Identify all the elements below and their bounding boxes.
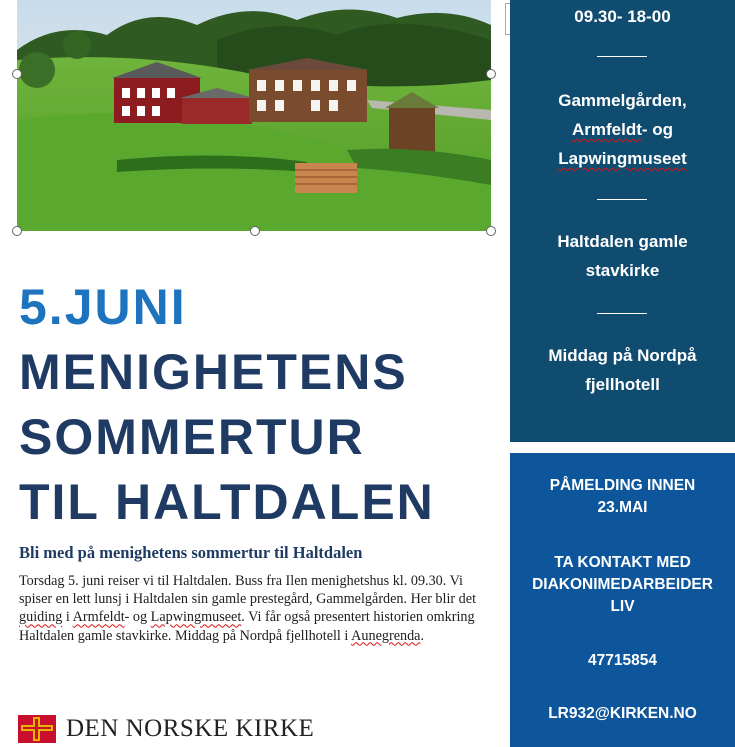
body-text-1: Torsdag 5. juni reiser vi til Haltdalen. Buss fra Ilen menighetshus kl. 09.30. Vi spiser en lett lunsj i Haltdalen sin gamle prestegård, Gammelgården. Her blir det [19, 573, 477, 608]
body-text-4: . Vi får også presentert historien omkring Haltdalen gamle stavkirke. Middag på Nordpå fjellhotell i [19, 609, 475, 644]
deadline-line-1: PÅMELDING INNEN [549, 477, 696, 494]
contact-line-2: DIAKONIMEDARBEIDER [532, 576, 713, 593]
contact-phone: 47715854 [588, 652, 657, 669]
program-item-1 [510, 86, 735, 173]
contact-person [510, 552, 735, 618]
deadline-line-2: 23.MAI [597, 499, 648, 516]
resize-handle-right[interactable] [486, 69, 496, 79]
body-text-5: . [420, 627, 425, 644]
spell-flag-aunegrenda: Aunegrenda [351, 627, 421, 644]
program-item-1-line-2 [510, 115, 735, 144]
headline-line-2: SOMMERTUR [19, 409, 365, 465]
spell-flag-guiding: guiding [19, 609, 63, 626]
resize-handle-bottom-right[interactable] [486, 226, 496, 236]
logo-text: DEN NORSKE KIRKE [66, 715, 315, 742]
body-text-3: - og [124, 609, 151, 626]
spell-flag-armfeldt-panel: Armfeldt [571, 120, 642, 139]
contact-panel [510, 453, 735, 747]
headline-line-1: MENIGHETENS [19, 344, 408, 400]
contact-email[interactable]: LR932@KIRKEN.NO [548, 705, 697, 722]
program-item-1-line-1: Gammelgården, [558, 91, 687, 110]
farm-illustration [17, 0, 491, 231]
church-cross-icon [18, 715, 56, 743]
church-logo [18, 714, 314, 744]
registration-deadline [510, 475, 735, 519]
contact-line-1: TA KONTAKT MED [554, 554, 691, 571]
divider [597, 313, 647, 314]
program-item-3-line-2: fjellhotell [585, 375, 660, 394]
program-item-3 [510, 341, 735, 399]
headline-line-3: TIL HALTDALEN [19, 474, 435, 530]
subheading: Bli med på menighetens sommertur til Haltdalen [19, 543, 363, 562]
program-item-2-line-1: Haltdalen gamle [557, 232, 688, 251]
program-item-2-line-2: stavkirke [585, 261, 660, 280]
body-text-2: i [62, 609, 73, 626]
program-panel [510, 0, 735, 442]
program-item-1-line-2-rest: - og [641, 120, 674, 139]
resize-handle-left[interactable] [12, 69, 22, 79]
divider [597, 56, 647, 57]
headline-date: 5.JUNI [19, 279, 187, 335]
program-item-1-line-3: Lapwingmuseet [558, 149, 687, 168]
spell-flag-lapwingmuseet: Lapwingmuseet [150, 609, 242, 626]
resize-handle-bottom-left[interactable] [12, 226, 22, 236]
headline [19, 275, 499, 535]
program-item-3-line-1: Middag på Nordpå [548, 346, 697, 365]
contact-line-3: LIV [610, 598, 635, 615]
divider [597, 199, 647, 200]
farm-photo[interactable] [17, 0, 491, 231]
spell-flag-armfeldt: Armfeldt [72, 609, 125, 626]
resize-handle-bottom[interactable] [250, 226, 260, 236]
program-time: 09.30- 18-00 [574, 7, 671, 26]
program-item-2 [510, 227, 735, 285]
body-paragraph [19, 572, 489, 645]
